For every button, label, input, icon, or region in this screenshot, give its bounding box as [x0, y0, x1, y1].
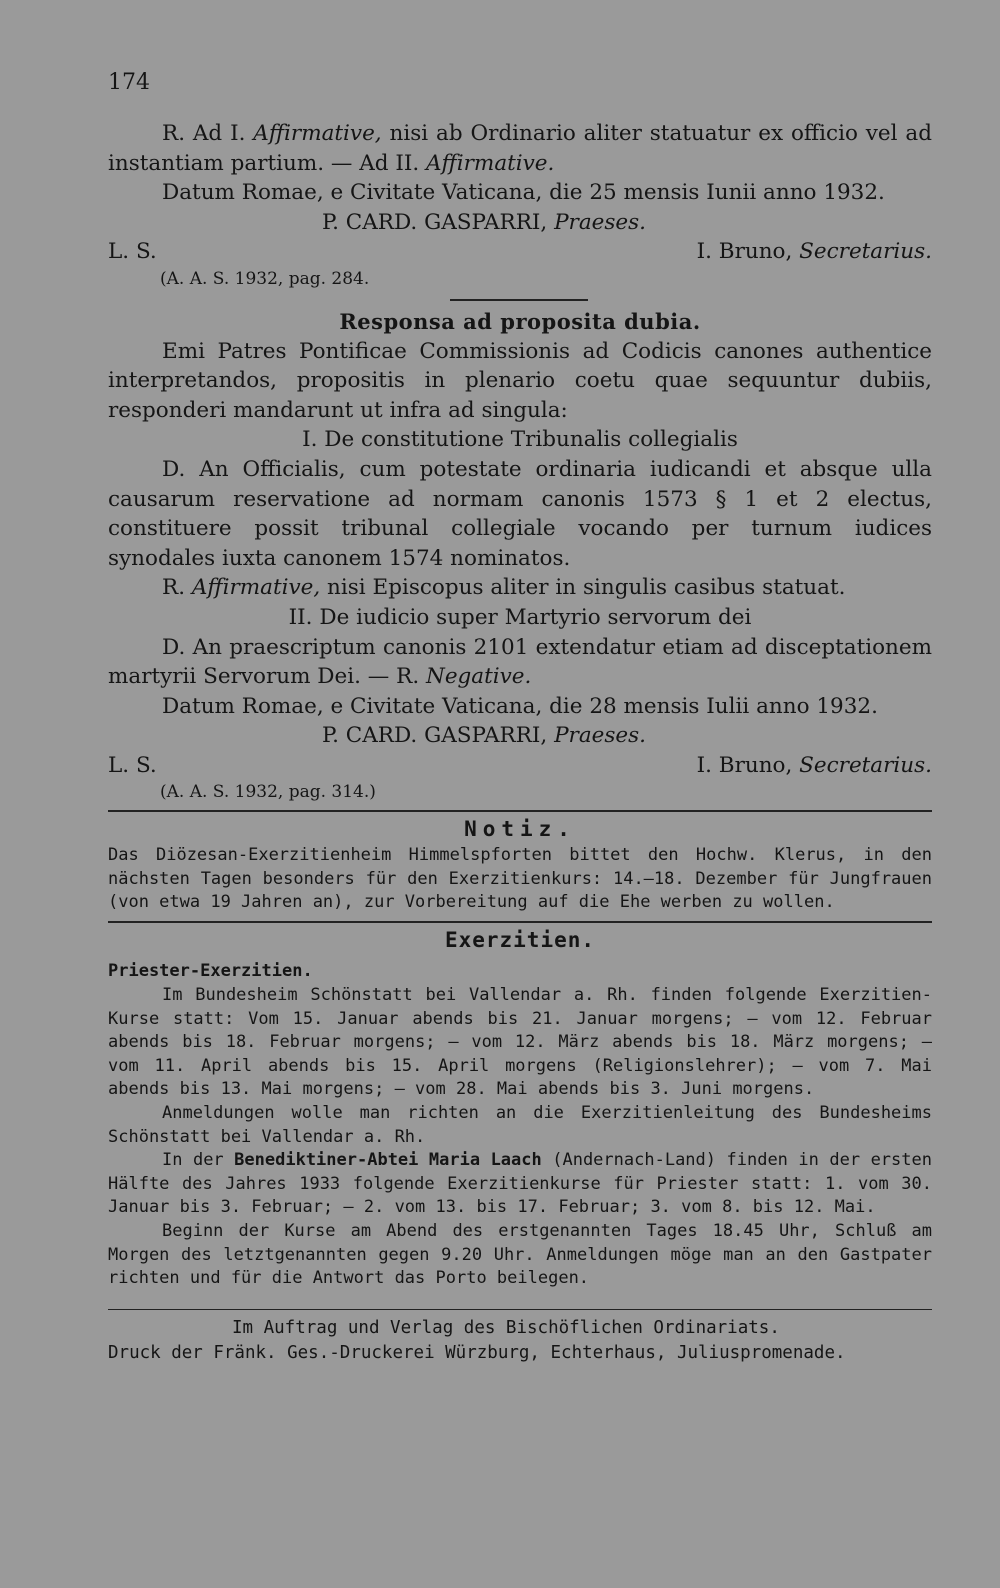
notiz-section — [108, 818, 932, 914]
responsum-negative: Negative. — [426, 664, 532, 690]
abbey-name: Benediktiner-Abtei Maria Laach — [234, 1150, 542, 1171]
decision-body: nisi ab Ordinario aliter statuatur ex officio vel ad instantiam partium. — Ad II. — [108, 121, 932, 176]
secretary-name-2: I. Bruno, — [696, 752, 800, 778]
decision-text — [108, 119, 932, 178]
signature-role: Praeses. — [554, 209, 646, 235]
secretary-role-2: Secretarius. — [799, 752, 932, 778]
secretary-2 — [697, 751, 932, 781]
signature-name: P. CARD. GASPARRI, — [322, 209, 555, 235]
responsum-1 — [108, 573, 932, 603]
source-reference: (A. A. S. 1932, pag. 284. — [160, 268, 370, 289]
responsa-intro: Emi Patres Pontificae Commissionis ad Codicis canones authentice interpretandos, propositis in plenario coetu quae sequuntur dubiis, responderi mandarunt ut infra ad singula: — [108, 338, 932, 423]
seal-label: L. S. — [108, 239, 157, 265]
decision-prefix: R. Ad I. — [162, 121, 254, 146]
secretary — [697, 237, 932, 267]
responsa-section — [108, 307, 932, 805]
footer-divider — [108, 1309, 932, 1310]
responsum-body: nisi Episcopus aliter in singulis casibus statuat. — [320, 575, 846, 601]
seal-secretary-line-2 — [108, 751, 932, 781]
paragraph-3-prefix: In der — [162, 1150, 235, 1171]
seal-label-2: L. S. — [108, 752, 157, 778]
top-decision-section — [108, 119, 932, 291]
dubium-2 — [108, 633, 932, 692]
imprint-footer — [108, 1316, 932, 1366]
section-divider-full — [108, 810, 932, 812]
signature-line-2 — [108, 721, 932, 751]
exerzitien-section — [108, 929, 932, 1291]
notiz-title: Notiz. — [464, 817, 576, 842]
responsum-affirmative: Affirmative, — [191, 575, 321, 601]
paragraph-3-body: (Andernach-Land) finden in der ersten Hälfte des Jahres 1933 folgende Exerzitienkurse für Priester statt: 1. vom 30. Januar bis 3. Februar; — 2. vom 13. bis 17. Februar; 3. vom 8. bis 12. Mai. — [108, 1150, 932, 1218]
imprint-line-1: Im Auftrag und Verlag des Bischöflichen Ordinariats. — [232, 1317, 780, 1338]
signature-line — [108, 208, 932, 238]
exerzitien-paragraph-3 — [108, 1149, 932, 1220]
secretary-name: I. Bruno, — [696, 239, 800, 265]
imprint-line-2: Druck der Fränk. Ges.-Druckerei Würzburg, Echterhaus, Juliuspromenade. — [108, 1342, 846, 1363]
exerzitien-paragraph-4: Beginn der Kurse am Abend des erstgenannten Tages 18.45 Uhr, Schluß am Morgen des letztgenannten gegen 9.20 Uhr. Anmeldungen möge man an den Gastpater richten und für die Antwort das Porto beilegen. — [108, 1220, 932, 1289]
section-divider-full-2 — [108, 921, 932, 923]
dubium-heading-1: I. De constitutione Tribunalis collegialis — [302, 427, 738, 453]
decision-affirmative-2: Affirmative. — [426, 150, 555, 176]
exerzitien-subhead: Priester-Exerzitien. — [108, 961, 313, 982]
dubium-1: D. An Officialis, cum potestate ordinaria iudicandi et absque ulla causarum reservatione ad normam canonis 1573 § 1 et 2 electus, constituere possit tribunal collegiale vocando per turnum iudices synodales iuxta canonem 1574 nominatos. — [108, 456, 932, 571]
signature-role-2: Praeses. — [554, 723, 646, 749]
seal-secretary-line — [108, 237, 932, 267]
section-divider — [450, 299, 588, 301]
dubium-2-text: D. An praescriptum canonis 2101 extendatur etiam ad disceptationem martyrii Servorum Dei. — R. — [108, 634, 932, 690]
responsa-title: Responsa ad proposita dubia. — [339, 308, 701, 334]
datum-line: Datum Romae, e Civitate Vaticana, die 25 mensis Iunii anno 1932. — [162, 180, 885, 206]
exerzitien-paragraph-1: Im Bundesheim Schönstatt bei Vallendar a. Rh. finden folgende Exerzitien-Kurse statt: Vom 15. Januar abends bis 21. Januar morgens; — vom 12. Februar abends bis 18. Februar morgens; — vom 12. März abends bis 18. März morgens; — vom 11. April abends bis 15. April morgens (Religionslehrer); — vom 7. Mai abends bis 13. Mai morgens; — vom 28. Mai abends bis 3. Juni morgens. — [108, 985, 932, 1100]
exerzitien-title: Exerzitien. — [444, 927, 596, 952]
datum-line-2: Datum Romae, e Civitate Vaticana, die 28 mensis Iulii anno 1932. — [162, 693, 878, 719]
exerzitien-paragraph-2: Anmeldungen wolle man richten an die Exerzitienleitung des Bundesheims Schönstatt bei Vallendar a. Rh. — [108, 1103, 932, 1147]
notiz-text: Das Diözesan-Exerzitienheim Himmelspforten bittet den Hochw. Klerus, in den nächsten Tagen besonders für den Exerzitienkurs: 14.—18. Dezember für Jungfrauen (von etwa 19 Jahren an), zur Vorbereitung auf die Ehe werben zu wollen. — [108, 845, 932, 913]
secretary-role: Secretarius. — [799, 239, 932, 265]
source-reference-2: (A. A. S. 1932, pag. 314.) — [160, 782, 376, 803]
responsum-prefix: R. — [162, 575, 192, 601]
page-number: 174 — [108, 70, 150, 95]
dubium-heading-2: II. De iudicio super Martyrio servorum dei — [288, 604, 752, 630]
signature-name-2: P. CARD. GASPARRI, — [322, 723, 555, 749]
decision-affirmative-1: Affirmative, — [253, 121, 382, 146]
